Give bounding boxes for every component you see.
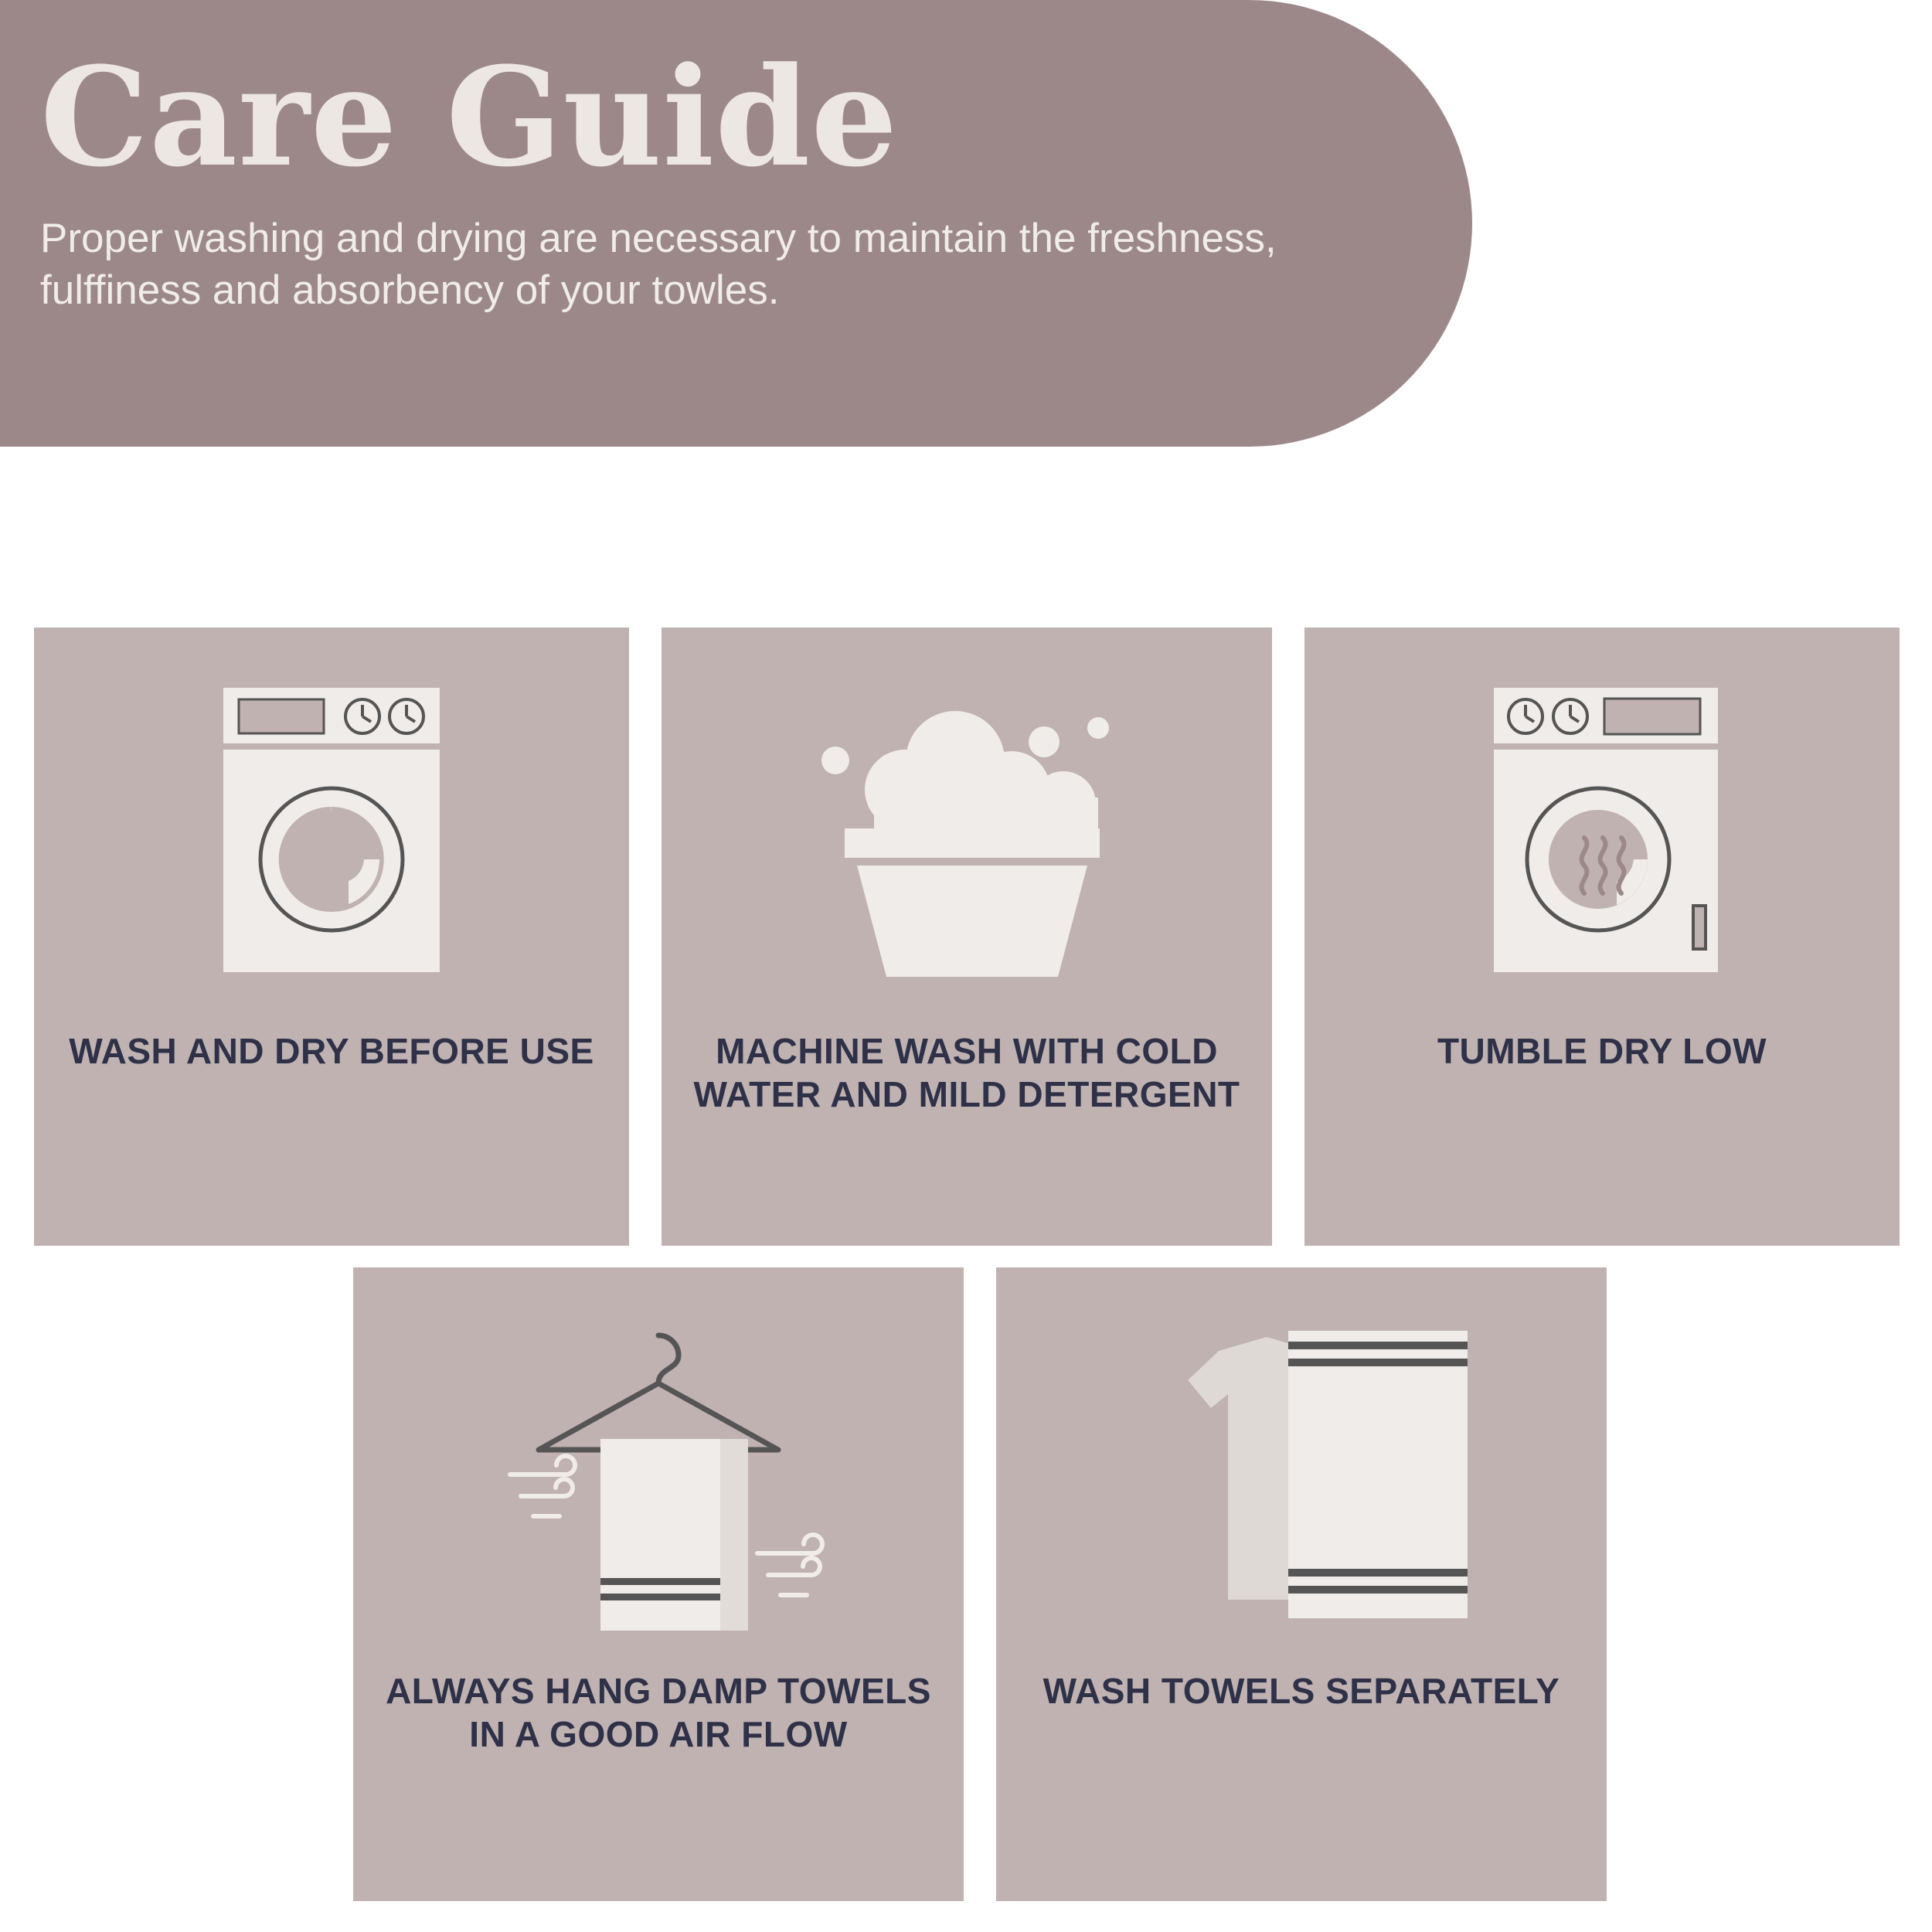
- care-cards-row-2: [353, 1267, 1607, 1901]
- care-card-wash-and-dry: [34, 628, 629, 1246]
- care-card-wash-towels-separately: [996, 1267, 1607, 1901]
- care-card-tumble-dry-low: [1304, 628, 1900, 1246]
- page-subtitle: Proper washing and drying are necessary to maintain the freshness, fulffiness and absorbency of your towles.: [40, 215, 1277, 314]
- care-card-label: MACHINE WASH WITH COLD WATER AND MILD DETERGENT: [693, 1031, 1240, 1115]
- header-banner: [0, 0, 1472, 447]
- hanger-towel-airflow-icon: [353, 1267, 964, 1669]
- care-card-label: WASH AND DRY BEFORE USE: [69, 1031, 594, 1071]
- washing-machine-icon: [34, 628, 629, 1029]
- care-card-label: ALWAYS HANG DAMP TOWELS IN A GOOD AIR FLOW: [386, 1671, 931, 1755]
- shirt-and-towel-icon: [996, 1267, 1607, 1669]
- care-cards-row-1: [34, 628, 1900, 1246]
- page-title: Care Guide: [40, 37, 899, 197]
- care-card-machine-wash-cold: [662, 628, 1272, 1246]
- tumble-dryer-icon: [1304, 628, 1900, 1029]
- care-card-hang-damp-towels: [353, 1267, 964, 1901]
- care-card-label: TUMBLE DRY LOW: [1437, 1031, 1767, 1071]
- care-card-label: WASH TOWELS SEPARATELY: [1043, 1671, 1560, 1711]
- wash-basin-foam-icon: [662, 628, 1272, 1029]
